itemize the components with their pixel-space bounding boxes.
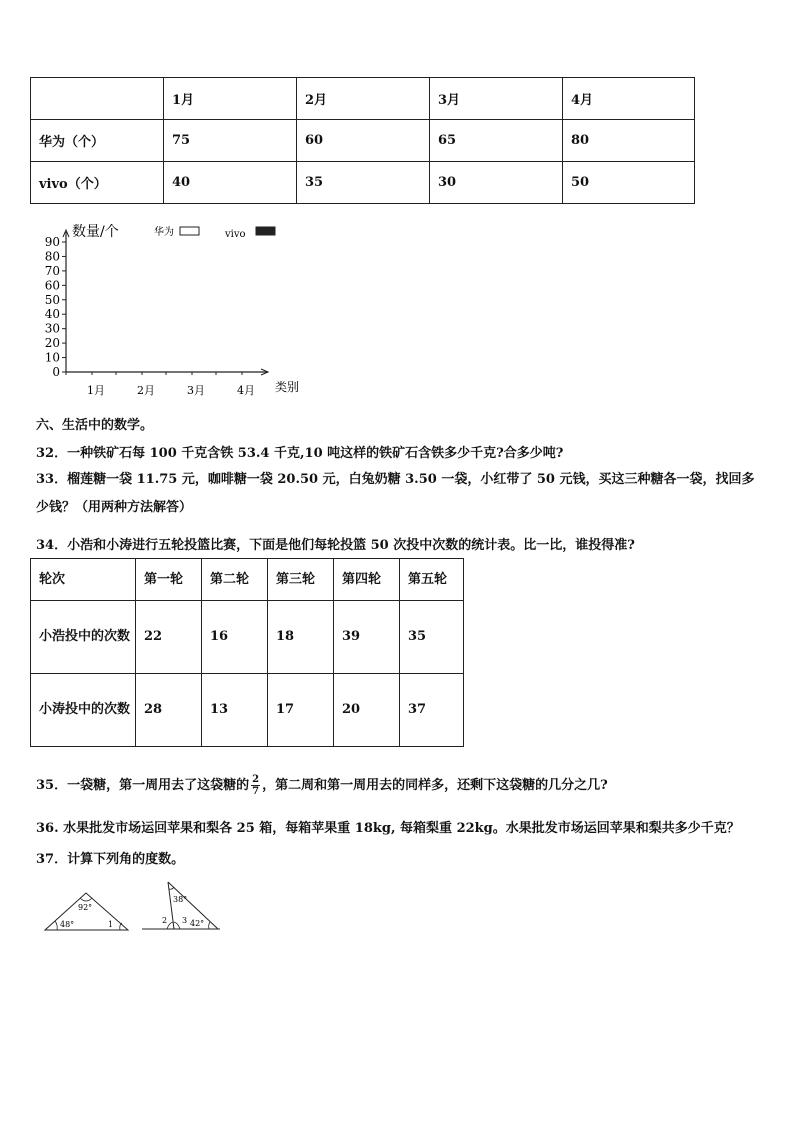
table-row [31,674,464,747]
table-cell: 30 [430,162,563,204]
x-tick-label: 4月 [237,384,255,397]
angle-arc [174,922,180,929]
table-cell: vivo（个） [31,162,164,204]
table-header-cell: 第四轮 [334,559,400,601]
table-header-cell: 1月 [164,78,297,120]
table-cell: 13 [202,674,268,747]
question-34: 34．小浩和小涛进行五轮投篮比赛，下面是他们每轮投篮 50 次投中次数的统计表。比一比，谁投得准? [36,538,635,553]
table-header-cell: 第三轮 [268,559,334,601]
y-tick-label: 20 [44,336,60,351]
question-33: 33．榴莲糖一袋 11.75 元，咖啡糖一袋 20.50 元，白兔奶糖 3.50 一袋，小红带了 50 元钱，买这三种糖各一袋，找回多少钱？（用两种方法解答） [36,472,755,515]
triangle-figure-2 [140,877,222,933]
angle-arc [80,898,92,901]
angle-label: 38° [173,895,188,904]
table-cell: 18 [268,601,334,674]
table-cell: 60 [297,120,430,162]
y-tick-label: 80 [44,249,60,264]
table-header-cell: 第一轮 [136,559,202,601]
y-tick-label: 40 [44,307,60,322]
fraction-numerator: 2 [252,774,260,785]
table-cell: 39 [334,601,400,674]
legend-swatch-vivo [256,227,275,235]
table-cell: 37 [400,674,464,747]
shooting-table [30,558,464,747]
legend-label-vivo: vivo [225,229,246,240]
table-header-cell: 轮次 [31,559,136,601]
fraction-denominator: 7 [252,786,260,797]
table-cell: 35 [400,601,464,674]
table-cell: 16 [202,601,268,674]
x-tick-label: 1月 [87,384,105,397]
question-35 [36,774,608,797]
table-header-cell: 3月 [430,78,563,120]
x-tick-label: 2月 [137,384,155,397]
table-cell: 22 [136,601,202,674]
table-header-row [31,559,464,601]
bar-chart [28,218,308,400]
table-header-cell: 2月 [297,78,430,120]
sales-table [30,77,695,204]
table-cell: 小浩投中的次数 [31,601,136,674]
question-35-text-after: ，第二周和第一周用去的同样多，还剩下这袋糖的几分之几? [262,778,608,793]
angle-label: 92° [78,903,93,912]
angle-label: 42° [190,919,205,928]
triangle-figure-1 [40,885,132,933]
angle-arc [209,922,210,929]
angle-arc [167,922,173,929]
x-tick-label: 3月 [187,384,205,397]
table-cell: 小涛投中的次数 [31,674,136,747]
y-tick-label: 50 [44,292,60,307]
table-header-cell: 第五轮 [400,559,464,601]
legend-swatch-huawei [180,227,199,235]
table-cell: 80 [563,120,695,162]
table-header-cell: 4月 [563,78,695,120]
table-header-row [31,78,695,120]
chart-axes [45,230,268,397]
table-cell: 35 [297,162,430,204]
legend-label-huawei: 华为 [154,227,174,238]
table-cell: 50 [563,162,695,204]
y-tick-label: 0 [52,365,60,379]
angle-label: 2 [162,916,168,925]
question-37: 37．计算下列角的度数。 [36,852,185,867]
section-heading: 六、生活中的数学。 [36,418,154,433]
question-36: 36. 水果批发市场运回苹果和梨各 25 箱，每箱苹果重 18kg, 每箱梨重 22kg。水果批发市场运回苹果和梨共多少千克？ [36,821,740,836]
y-tick-label: 30 [44,321,60,336]
table-cell: 65 [430,120,563,162]
angle-label: 1 [108,920,114,929]
fraction [251,774,260,797]
table-header-cell [31,78,164,120]
table-cell: 28 [136,674,202,747]
table-row [31,162,695,204]
y-axis-label: 数量/个 [72,224,119,240]
x-axis-label: 类别 [275,380,300,394]
table-cell: 40 [164,162,297,204]
angle-label: 3 [182,916,188,925]
angle-label: 48° [60,920,75,929]
question-35-text-before: 35．一袋糖，第一周用去了这袋糖的 [36,778,250,793]
table-cell: 华为（个） [31,120,164,162]
table-cell: 75 [164,120,297,162]
y-tick-label: 60 [44,278,60,293]
y-tick-label: 70 [44,263,60,278]
y-tick-label: 10 [44,350,60,365]
table-header-cell: 第二轮 [202,559,268,601]
question-32: 32．一种铁矿石每 100 千克含铁 53.4 千克,10 吨这样的铁矿石含铁多少千克?合多少吨? [36,446,564,461]
table-cell: 20 [334,674,400,747]
angle-arc [55,921,57,930]
y-tick-label: 90 [44,235,60,249]
table-cell: 17 [268,674,334,747]
table-row [31,120,695,162]
table-row [31,601,464,674]
